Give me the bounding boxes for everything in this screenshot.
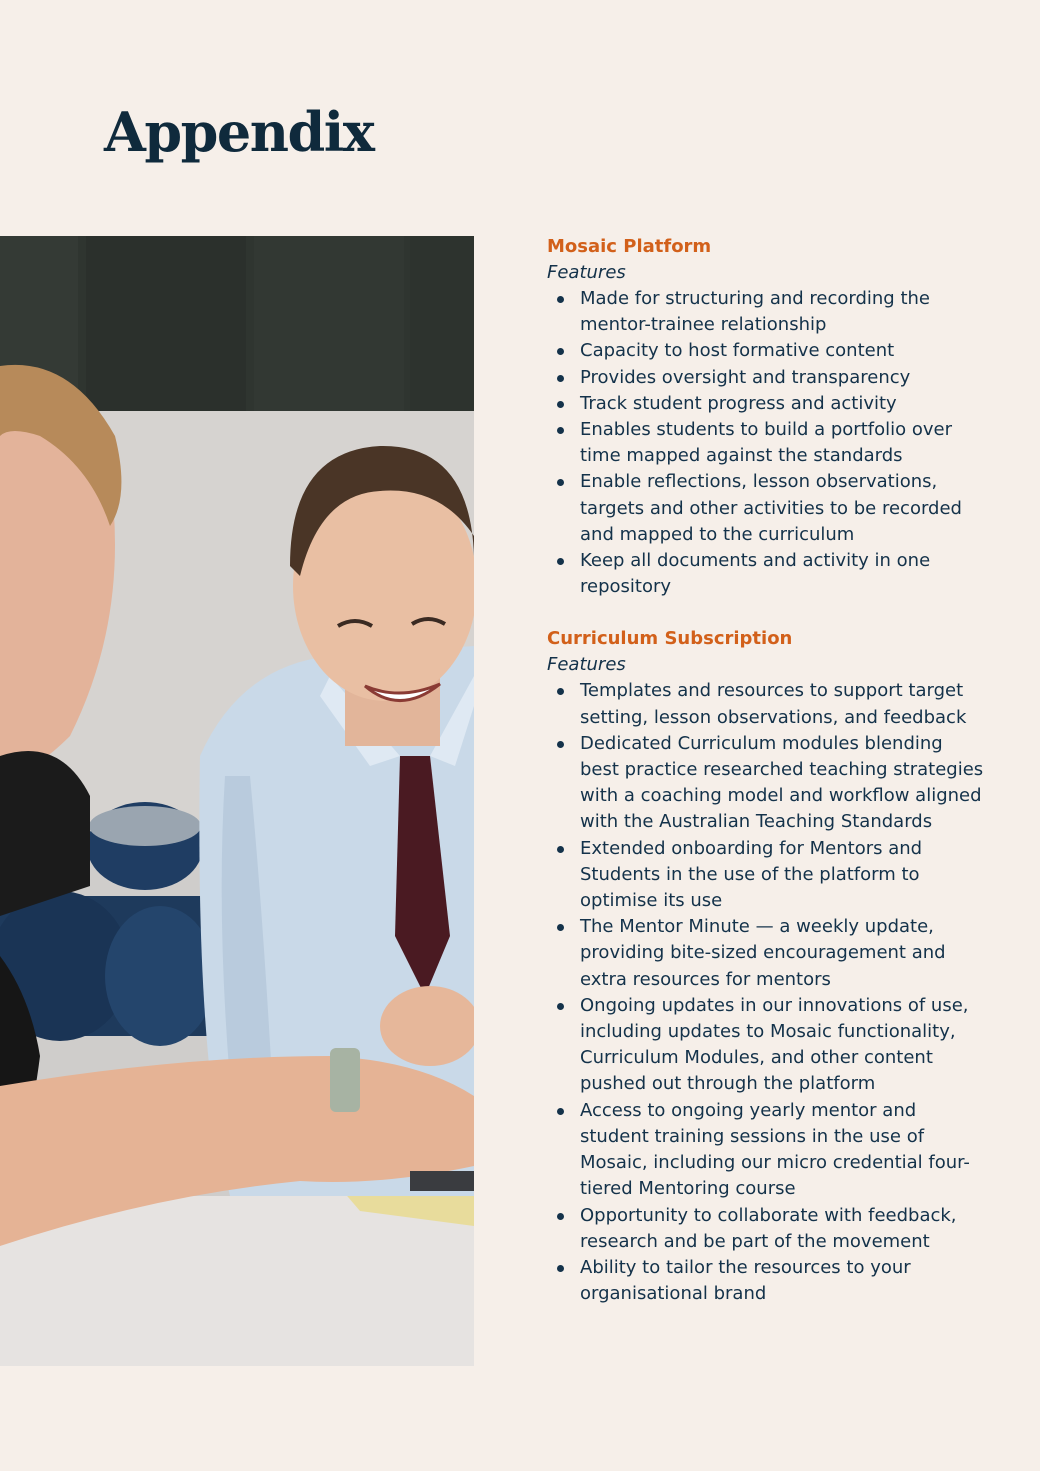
list-item-text: Provides oversight and transparency — [580, 366, 911, 388]
feature-list — [547, 286, 987, 600]
list-item — [547, 286, 987, 338]
bullet-icon — [557, 1213, 564, 1220]
list-item-text: Enable reflections, lesson observations, targets and other activities to be recorded and mapped to the curriculum — [580, 471, 962, 545]
bullet-icon — [557, 741, 564, 748]
list-item — [547, 365, 987, 391]
bullet-icon — [557, 1265, 564, 1272]
section-subtitle: Features — [547, 262, 626, 283]
list-item-text: Ability to tailor the resources to your organisational brand — [580, 1256, 911, 1305]
list-item — [547, 1255, 987, 1307]
bullet-icon — [557, 401, 564, 408]
list-item — [547, 1203, 987, 1255]
list-item — [547, 417, 987, 469]
list-item — [547, 338, 987, 364]
list-item-text: Dedicated Curriculum modules blending best practice researched teaching strategies with a coaching model and workflow aligned with the Australian Teaching Standards — [580, 732, 984, 833]
list-item — [547, 836, 987, 915]
bullet-icon — [557, 846, 564, 853]
feature-list — [547, 678, 987, 1307]
bullet-icon — [557, 296, 564, 303]
section-mosaic-platform — [547, 234, 987, 600]
bullet-icon — [557, 688, 564, 695]
list-item-text: Keep all documents and activity in one repository — [580, 550, 931, 598]
bullet-icon — [557, 427, 564, 434]
bullet-icon — [557, 375, 564, 382]
bullet-icon — [557, 558, 564, 565]
bullet-icon — [557, 479, 564, 486]
list-item — [547, 914, 987, 993]
list-item-text: Ongoing updates in our innovations of use, including updates to Mosaic functionality, Curriculum Modules, and other content pushed out through the platform — [580, 994, 969, 1095]
bullet-icon — [557, 924, 564, 931]
section-title: Mosaic Platform — [547, 236, 712, 257]
section-subtitle: Features — [547, 654, 626, 676]
list-item-text: Enables students to build a portfolio over time mapped against the standards — [580, 419, 952, 467]
list-item-text: Capacity to host formative content — [580, 340, 895, 362]
list-item — [547, 731, 987, 836]
list-item — [547, 391, 987, 417]
bullet-icon — [557, 348, 564, 355]
photo-mentoring-image — [0, 236, 474, 1366]
features-column — [547, 234, 987, 1307]
list-item-text: Extended onboarding for Mentors and Students in the use of the platform to optimise its use — [580, 837, 923, 912]
list-item — [547, 548, 987, 600]
bullet-icon — [557, 1003, 564, 1010]
list-item-text: Track student progress and activity — [580, 392, 897, 414]
list-item — [547, 469, 987, 548]
list-item — [547, 993, 987, 1098]
section-title: Curriculum Subscription — [547, 628, 793, 650]
page-title: Appendix — [104, 100, 374, 164]
bullet-icon — [557, 1108, 564, 1115]
section-curriculum-subscription — [547, 626, 987, 1307]
list-item-text: Opportunity to collaborate with feedback, research and be part of the movement — [580, 1204, 957, 1252]
list-item-text: Access to ongoing yearly mentor and student training sessions in the use of Mosaic, including our micro credential four-tiered Mentoring course — [580, 1099, 970, 1200]
list-item-text: Made for structuring and recording the mentor-trainee relationship — [580, 288, 930, 336]
list-item-text: Templates and resources to support target setting, lesson observations, and feedback — [580, 680, 967, 728]
list-item-text: The Mentor Minute — a weekly update, providing bite-sized encouragement and extra resources for mentors — [580, 916, 946, 990]
list-item — [547, 1098, 987, 1203]
list-item — [547, 678, 987, 730]
